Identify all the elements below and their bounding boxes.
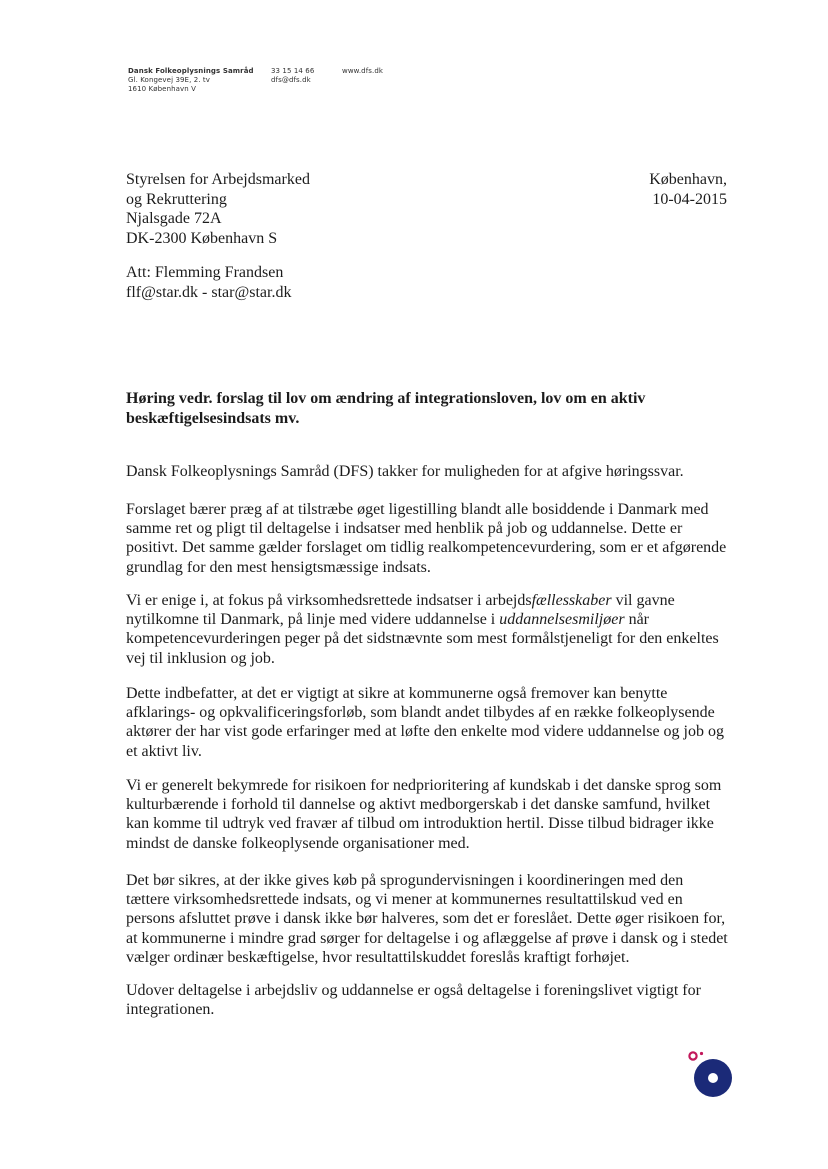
paragraph xyxy=(126,500,726,577)
subject-line: Høring vedr. forslag til lov om ændring af integrationsloven, lov om en aktiv xyxy=(126,390,646,407)
letterhead-email[interactable]: dfs@dfs.dk xyxy=(271,76,311,84)
paragraph-line: afklarings- og opkvalificeringsforløb, som blandt andet tilbydes af en række folkeoplysende xyxy=(126,704,715,722)
paragraph-line: kompetencevurderingen peger på det sidstnævnte som mest formålstjeneligt for den enkeltes xyxy=(126,630,719,648)
paragraph-line: Forslaget bærer præg af at tilstræbe øget ligestilling blandt alle bosiddende i Danmark med xyxy=(126,501,709,518)
paragraph xyxy=(126,684,724,761)
attention-emails[interactable]: flf@star.dk - star@star.dk xyxy=(126,283,292,301)
paragraph xyxy=(126,776,721,853)
paragraph-line: Vi er generelt bekymrede for risikoen for nedprioritering af kundskab i det danske sprog som xyxy=(126,777,722,794)
recipient-line: DK-2300 København S xyxy=(126,229,278,247)
logo-small-dot xyxy=(700,1052,703,1055)
emphasis-run: uddannelsesmiljøer xyxy=(499,611,625,629)
letterhead-city: 1610 København V xyxy=(128,85,197,93)
paragraph xyxy=(126,981,701,1019)
paragraph-line xyxy=(126,591,719,610)
paragraph xyxy=(126,591,719,668)
paragraph-line: integrationen. xyxy=(126,1001,215,1019)
letterhead-web xyxy=(342,67,383,76)
logo-center-dot xyxy=(708,1073,718,1083)
paragraph-line: mindst de danske folkeoplysende organisationer med. xyxy=(126,834,470,852)
letterhead-website[interactable]: www.dfs.dk xyxy=(342,67,384,75)
letterhead-org-name: Dansk Folkeoplysnings Samråd xyxy=(128,67,254,75)
recipient-line: og Rekruttering xyxy=(126,190,227,208)
recipient-address xyxy=(126,170,310,248)
paragraph-line: vej til inklusion og job. xyxy=(126,649,275,667)
paragraph-line: Det bør sikres, at der ikke gives køb på sprogundervisningen i koordineringen med den xyxy=(126,872,684,889)
letterhead-phone: 33 15 14 66 xyxy=(271,67,315,75)
paragraph-line: Udover deltagelse i arbejdsliv og uddannelse er også deltagelse i foreningslivet vigtigt for xyxy=(126,982,701,999)
recipient-line: Styrelsen for Arbejdsmarked xyxy=(126,171,310,188)
paragraph xyxy=(126,462,684,481)
paragraph-line: positivt. Det samme gælder forslaget om tidlig realkompetencevurdering, som er et afgørende xyxy=(126,539,727,557)
paragraph-line: grundlag for den mest hensigtsmæssige indsats. xyxy=(126,558,431,576)
place-date xyxy=(649,170,727,209)
recipient-line: Njalsgade 72A xyxy=(126,210,222,227)
letterhead-contact xyxy=(271,67,314,85)
paragraph-line: vælger ordinær beskæftigelse, hvor resultattilskuddet foreslås kraftigt forhøjet. xyxy=(126,948,630,966)
paragraph-line: kan komme til udtryk ved fravær af tilbud om introduktion hertil. Disse tilbud bidrager ikke xyxy=(126,815,714,833)
paragraph-line: et aktivt liv. xyxy=(126,742,202,760)
paragraph-line: Dette indbefatter, at det er vigtigt at sikre at kommunerne også fremover kan benytte xyxy=(126,685,668,702)
dfs-logo-icon xyxy=(686,1050,734,1100)
text-run: når xyxy=(624,611,649,629)
letterhead-address xyxy=(128,67,254,94)
paragraph-line: aktører der har vist gode erfaringer med at løfte den enkelte mod videre uddannelse og job og xyxy=(126,723,724,741)
paragraph-line: samme ret og pligt til deltagelse i indsatser med henblik på job og uddannelse. Dette er xyxy=(126,520,683,538)
text-run: vil gavne xyxy=(611,592,675,609)
date: 10-04-2015 xyxy=(652,190,727,208)
text-run: Vi er enige i, at fokus på virksomhedsrettede indsatser i arbejds xyxy=(126,592,532,609)
attention-block xyxy=(126,263,291,302)
place: København, xyxy=(649,171,727,188)
paragraph-line: kulturbærende i forhold til dannelse og aktivt medborgerskab i det danske samfund, hvilket xyxy=(126,796,711,814)
letterhead-street: Gl. Kongevej 39E, 2. tv xyxy=(128,76,211,84)
attention-name: Att: Flemming Frandsen xyxy=(126,264,284,281)
paragraph-line: tættere virksomhedsrettede indsats, og vi mener at kommunernes resultattilskud ved en xyxy=(126,891,683,909)
paragraph-line xyxy=(126,610,719,629)
logo-small-ring xyxy=(689,1052,696,1059)
subject-heading xyxy=(126,389,726,428)
paragraph xyxy=(126,871,728,967)
paragraph-line: persons afsluttet prøve i dansk ikke bør halveres, som det er foreslået. Dette øger risikoen for, xyxy=(126,910,726,928)
paragraph-line: Dansk Folkeoplysnings Samråd (DFS) takker for muligheden for at afgive høringssvar. xyxy=(126,463,684,480)
text-run: nytilkomne til Danmark, på linje med videre uddannelse i xyxy=(126,611,500,629)
emphasis-run: fællesskaber xyxy=(531,592,612,609)
paragraph-line: at kommunerne i mindre grad sørger for deltagelse i og aflæggelse af prøve i dansk og i stedet xyxy=(126,929,728,947)
subject-line: beskæftigelsesindsats mv. xyxy=(126,409,300,427)
